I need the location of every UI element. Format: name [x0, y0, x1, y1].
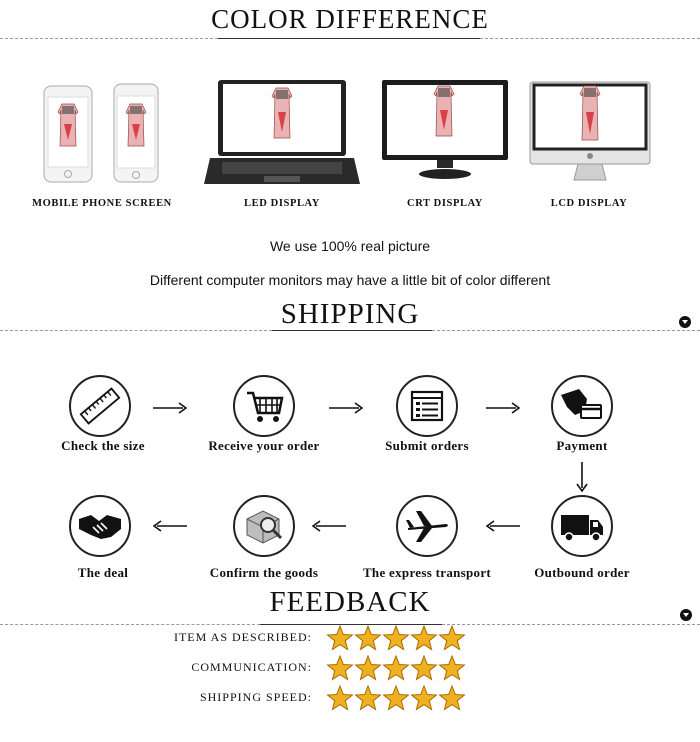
arrow-right-icon [329, 402, 363, 414]
device-label-lcd: LCD DISPLAY [550, 198, 628, 209]
step-label: The deal [77, 565, 129, 580]
airplane-icon [396, 495, 458, 557]
star-icon [440, 686, 465, 710]
arrow-left-icon [312, 520, 346, 532]
divider [432, 330, 700, 331]
imac-icon [528, 80, 652, 184]
step-label: Submit orders [385, 438, 469, 453]
divider [0, 624, 260, 625]
delivery-truck-icon [551, 495, 613, 557]
feedback-title: FEEDBACK [269, 586, 431, 618]
step-label: Receive your order [208, 438, 320, 453]
arrow-down-icon [576, 462, 588, 492]
divider [442, 624, 700, 625]
star-icon [328, 656, 353, 680]
star-icon [328, 686, 353, 710]
divider [0, 38, 218, 39]
chevron-down-icon[interactable] [679, 316, 691, 328]
handshake-icon [69, 495, 131, 557]
ruler-icon [69, 375, 131, 437]
star-icon [412, 656, 437, 680]
device-label-crt: CRT DISPLAY [407, 198, 483, 209]
step-label: The express transport [362, 565, 492, 580]
arrow-left-icon [153, 520, 187, 532]
step-label: Outbound order [534, 565, 630, 580]
star-icon [356, 656, 381, 680]
shopping-cart-icon [233, 375, 295, 437]
star-icon [412, 686, 437, 710]
chevron-down-icon[interactable] [680, 609, 692, 621]
shipping-title: SHIPPING [280, 298, 420, 330]
color-difference-note: Different computer monitors may have a little bit of color different [149, 272, 551, 288]
star-icon [328, 626, 353, 650]
star-rating [326, 654, 466, 687]
title-underline [218, 38, 480, 39]
real-picture-note: We use 100% real picture [269, 238, 431, 254]
star-rating [326, 624, 466, 657]
device-label-mobile: MOBILE PHONE SCREEN [32, 198, 172, 209]
arrow-left-icon [486, 520, 520, 532]
divider [0, 330, 272, 331]
divider [480, 38, 700, 39]
star-icon [384, 686, 409, 710]
card-payment-icon [551, 375, 613, 437]
magnifier-box-icon [233, 495, 295, 557]
order-list-icon [396, 375, 458, 437]
star-icon [356, 686, 381, 710]
arrow-right-icon [486, 402, 520, 414]
star-icon [384, 656, 409, 680]
title-underline [272, 330, 432, 331]
star-icon [440, 656, 465, 680]
step-label: Confirm the goods [209, 565, 319, 580]
monitor-icon [380, 78, 510, 182]
star-icon [440, 626, 465, 650]
star-rating [326, 684, 466, 717]
star-icon [412, 626, 437, 650]
rating-label: SHIPPING SPEED: [199, 690, 312, 704]
step-label: Check the size [61, 438, 145, 453]
laptop-icon [204, 78, 360, 188]
arrow-right-icon [153, 402, 187, 414]
mobile-phones-icon [42, 82, 162, 186]
color-difference-title: COLOR DIFFERENCE [211, 4, 489, 34]
device-label-led: LED DISPLAY [244, 198, 320, 209]
step-label: Payment [556, 438, 608, 453]
rating-label: ITEM AS DESCRIBED: [173, 630, 312, 644]
star-icon [356, 626, 381, 650]
rating-label: COMMUNICATION: [191, 660, 312, 674]
star-icon [384, 626, 409, 650]
